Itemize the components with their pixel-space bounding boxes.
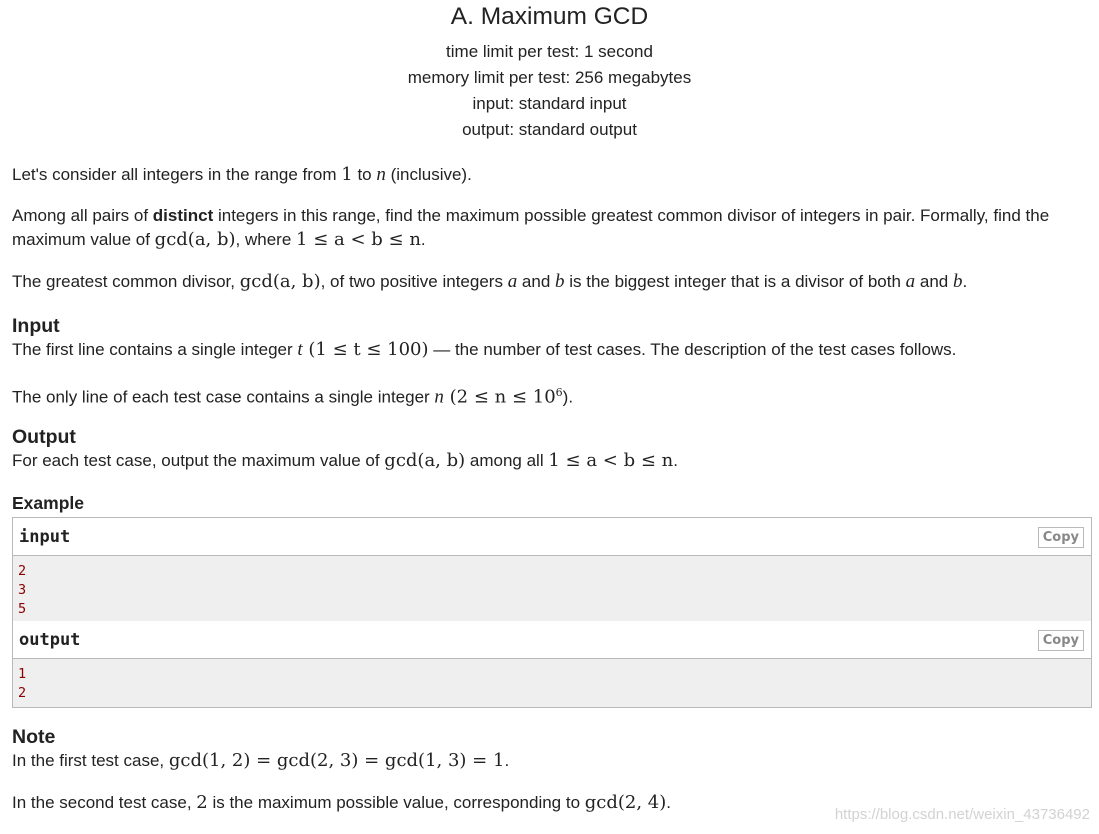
input-section-title: Input: [12, 315, 60, 337]
sample-input-line: 5: [18, 601, 27, 617]
sample-input-line: 2: [18, 563, 27, 579]
copy-input-button[interactable]: Copy: [1038, 527, 1084, 548]
note-section-title: Note: [12, 726, 56, 748]
note-paragraph-2: In the second test case, 2 is the maximum possible value, corresponding to gcd(2, 4).: [12, 792, 672, 813]
sample-output-label: output: [19, 630, 81, 650]
legend-paragraph-1: Let's consider all integers in the range from 1 to n (inclusive).: [12, 164, 472, 185]
copy-output-button[interactable]: Copy: [1038, 630, 1084, 651]
sample-output-line: 2: [18, 685, 27, 701]
sample-input-line: 3: [18, 582, 27, 598]
output-section-title: Output: [12, 426, 76, 448]
note-paragraph-1: In the first test case, gcd(1, 2) = gcd(2, 3) = gcd(1, 3) = 1.: [12, 750, 510, 771]
sample-input-header: [13, 518, 1091, 556]
input-paragraph-1: The first line contains a single integer t (1 ≤ t ≤ 100) — the number of test cases. The description of the test cases follows.: [12, 339, 957, 360]
sample-output-box: [12, 621, 1092, 708]
watermark: https://blog.csdn.net/weixin_43736492: [834, 806, 1090, 823]
sample-input-box: [12, 517, 1092, 624]
problem-limits: [0, 39, 1099, 143]
input-file: input: standard input: [472, 94, 627, 113]
legend-paragraph-3: The greatest common divisor, gcd(a, b), of two positive integers a and b is the biggest integer that is a divisor of both a and b.: [12, 271, 968, 292]
sample-input-content: [13, 556, 1091, 623]
sample-output-header: [13, 621, 1091, 659]
sample-output-content: [13, 659, 1091, 707]
sample-input-label: input: [19, 527, 71, 547]
legend-paragraph-2: Among all pairs of distinct integers in this range, find the maximum possible greatest common divisor of integers in pair. Formally, find the maximum value of gcd(a, b), where 1 ≤ a < b ≤ n.: [12, 206, 1050, 250]
output-paragraph-1: For each test case, output the maximum value of gcd(a, b) among all 1 ≤ a < b ≤ n.: [12, 450, 678, 471]
problem-header: [0, 0, 1099, 143]
time-limit: time limit per test: 1 second: [446, 42, 653, 61]
sample-output-line: 1: [18, 666, 27, 682]
memory-limit: memory limit per test: 256 megabytes: [407, 68, 692, 87]
output-file: output: standard output: [462, 120, 637, 139]
example-title: Example: [12, 493, 84, 513]
problem-title: A. Maximum GCD: [450, 3, 649, 30]
input-paragraph-2: The only line of each test case contains a single integer n $(2 \le n \le 10^6)$.: [12, 386, 574, 408]
